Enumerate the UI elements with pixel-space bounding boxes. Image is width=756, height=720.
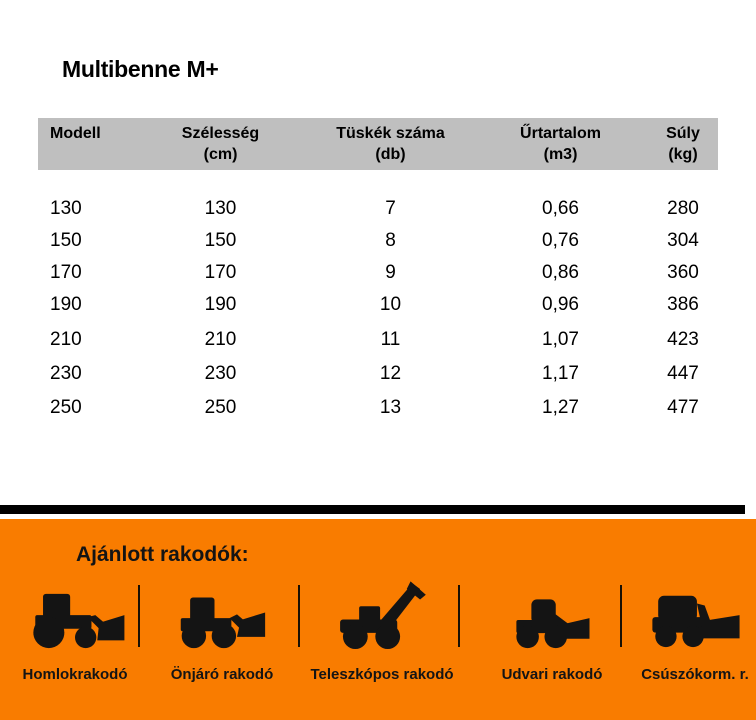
- cell-szelesseg: 210: [204, 329, 237, 350]
- cell-suly: 477: [667, 397, 699, 418]
- cell-szelesseg: 150: [204, 230, 237, 251]
- table-row: [38, 391, 718, 425]
- column-header-unit: (cm): [203, 146, 238, 163]
- machine-self-propelled-loader: [150, 570, 294, 683]
- cell-suly: 423: [667, 329, 699, 350]
- machine-label: Teleszkópos rakodó: [310, 666, 454, 683]
- table-row: [38, 193, 718, 225]
- horizontal-rule: [0, 505, 745, 514]
- self-propelled-loader-icon: [172, 590, 272, 650]
- cell-szelesseg: 250: [204, 397, 237, 418]
- cell-urtartalom: 0,76: [542, 230, 579, 251]
- cell-modell: 170: [50, 262, 82, 283]
- yard-loader-icon: [504, 590, 600, 650]
- table-row: [38, 357, 718, 391]
- cell-modell: 210: [50, 329, 82, 350]
- cell-modell: 150: [50, 230, 82, 251]
- cell-tuskek: 13: [379, 397, 402, 418]
- column-header-unit: (kg): [668, 146, 698, 163]
- column-header-suly: [648, 123, 718, 170]
- machine-label: Homlokrakodó: [22, 666, 128, 683]
- machines-row: [0, 570, 756, 683]
- cell-suly: 280: [667, 198, 699, 219]
- telescopic-loader-icon: [332, 570, 432, 650]
- column-header-tuskek-szama: [308, 123, 473, 170]
- column-header-label: Tüskék száma: [336, 125, 445, 142]
- cell-tuskek: 8: [385, 230, 396, 251]
- icon-box: [645, 570, 745, 650]
- page-title: Multibenne M+: [62, 56, 219, 82]
- cell-urtartalom: 1,17: [542, 363, 579, 384]
- machine-label: Udvari rakodó: [501, 666, 603, 683]
- machine-label: Önjáró rakodó: [170, 666, 274, 683]
- cell-tuskek: 7: [385, 198, 396, 219]
- machine-skid-steer-loader: [634, 570, 756, 683]
- icon-box: [332, 570, 432, 650]
- cell-urtartalom: 1,07: [542, 329, 579, 350]
- column-header-unit: (m3): [543, 146, 578, 163]
- cell-tuskek: 11: [380, 329, 401, 350]
- cell-urtartalom: 1,27: [542, 397, 579, 418]
- column-header-unit: (db): [375, 146, 406, 163]
- front-loader-icon: [22, 588, 128, 650]
- table-header-row: [38, 118, 718, 170]
- icon-box: [22, 570, 128, 650]
- machine-label: Csúszókorm. r.: [641, 666, 749, 683]
- column-header-modell: [38, 123, 133, 170]
- skid-steer-loader-icon: [645, 588, 745, 650]
- column-header-label: Modell: [50, 125, 101, 142]
- cell-tuskek: 10: [379, 294, 402, 315]
- cell-szelesseg: 190: [204, 294, 237, 315]
- icon-box: [504, 570, 600, 650]
- table-row: [38, 323, 718, 357]
- column-header-label: Súly: [666, 125, 700, 142]
- machine-telescopic-loader: [294, 570, 470, 683]
- table-body: [38, 193, 718, 425]
- spec-table: [38, 118, 718, 425]
- cell-modell: 230: [50, 363, 82, 384]
- machine-yard-loader: [470, 570, 634, 683]
- cell-urtartalom: 0,66: [542, 198, 579, 219]
- column-header-urtartalom: [473, 123, 648, 170]
- cell-suly: 360: [667, 262, 699, 283]
- cell-szelesseg: 230: [204, 363, 237, 384]
- table-row: [38, 289, 718, 321]
- cell-tuskek: 9: [385, 262, 396, 283]
- cell-suly: 386: [667, 294, 699, 315]
- column-header-szelesseg: [133, 123, 308, 170]
- column-header-label: Szélesség: [181, 125, 260, 142]
- column-header-label: Űrtartalom: [520, 125, 601, 142]
- recommended-loaders-section: [0, 519, 756, 720]
- cell-modell: 250: [50, 397, 82, 418]
- table-row: [38, 257, 718, 289]
- table-row: [38, 225, 718, 257]
- footer-heading: Ajánlott rakodók:: [76, 543, 249, 566]
- cell-tuskek: 12: [379, 363, 402, 384]
- cell-modell: 130: [50, 198, 82, 219]
- cell-szelesseg: 130: [204, 198, 237, 219]
- icon-box: [172, 570, 272, 650]
- cell-urtartalom: 0,96: [542, 294, 579, 315]
- machine-front-loader: [0, 570, 150, 683]
- cell-suly: 304: [667, 230, 699, 251]
- cell-urtartalom: 0,86: [542, 262, 579, 283]
- cell-suly: 447: [667, 363, 699, 384]
- cell-modell: 190: [50, 294, 82, 315]
- cell-szelesseg: 170: [204, 262, 237, 283]
